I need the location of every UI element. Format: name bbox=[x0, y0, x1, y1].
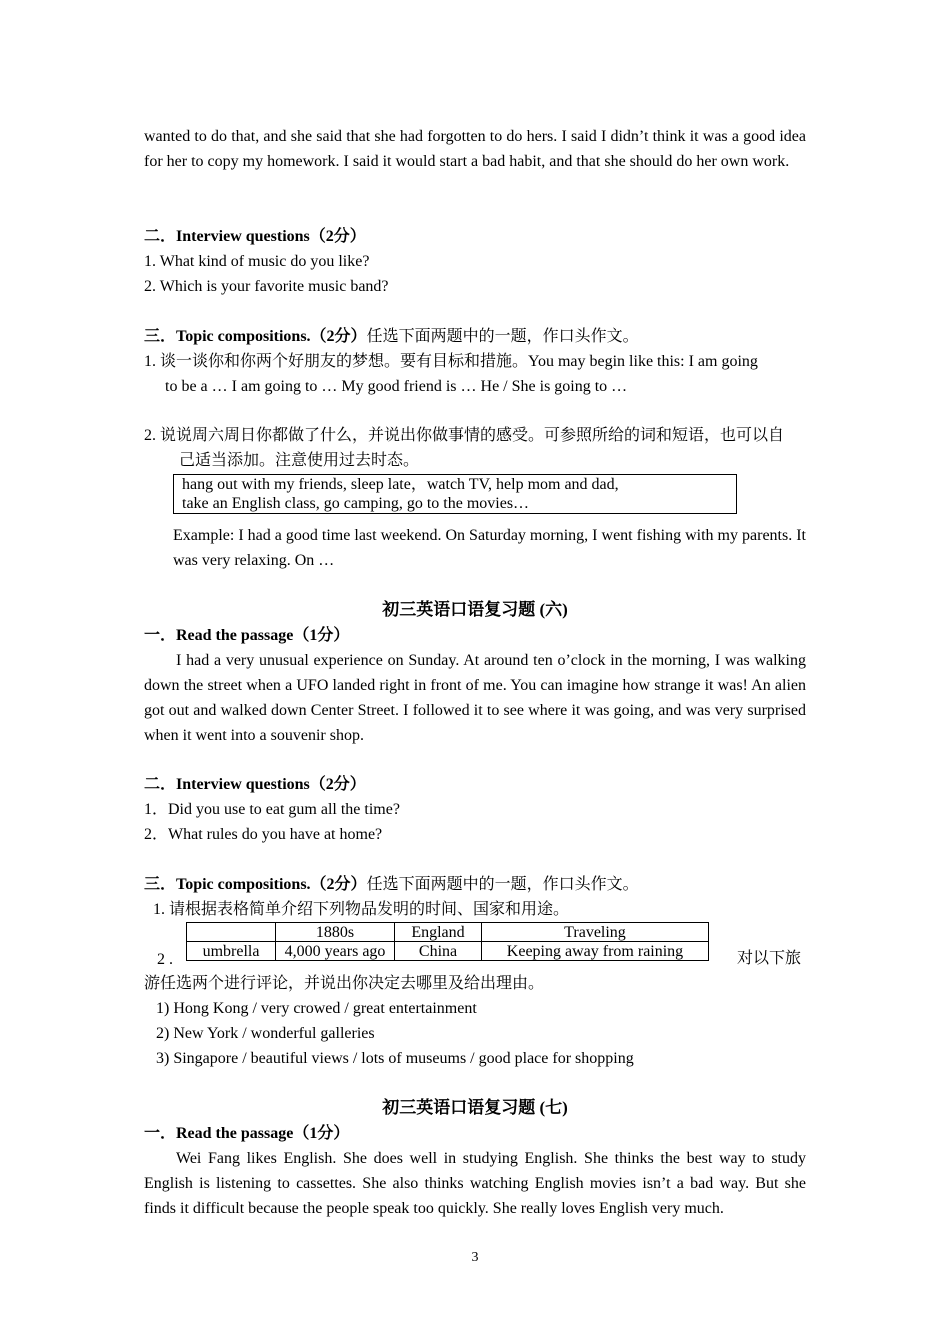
topic-heading-6 bbox=[144, 872, 806, 897]
table-cell: England bbox=[395, 923, 482, 942]
interview-question-1: 1. What kind of music do you like? bbox=[144, 253, 370, 270]
table-row bbox=[187, 923, 709, 942]
table-cell: Traveling bbox=[482, 923, 709, 942]
topic-6-2-line-2: 游任选两个进行评论，并说出你决定去哪里及给出理由。 bbox=[144, 975, 545, 992]
topic-1-line-1: 1. 谈一谈你和你两个好朋友的梦想。要有目标和措施。You may begin like this: I am going bbox=[144, 353, 758, 370]
option-1: 1) Hong Kong / very crowed / great entertainment bbox=[156, 1000, 477, 1017]
word-box-line-1: hang out with my friends, sleep late，watch TV, help mom and dad, bbox=[182, 476, 619, 493]
read-heading-6: 一．Read the passage（1分） bbox=[144, 627, 350, 644]
table-cell: 1880s bbox=[276, 923, 395, 942]
topic-heading-6-rest: 任选下面两题中的一题，作口头作文。 bbox=[366, 876, 639, 893]
table-row bbox=[187, 942, 709, 961]
topic-6-1: 1. 请根据表格简单介绍下列物品发明的时间、国家和用途。 bbox=[153, 901, 570, 918]
table-cell bbox=[187, 923, 276, 942]
interview-question-6-2: 2．What rules do you have at home? bbox=[144, 826, 383, 843]
topic-2-line-1: 2. 说说周六周日你都做了什么，并说出你做事情的感受。可参照所给的词和短语，也可以自 bbox=[144, 427, 785, 444]
interview-heading: 二．Interview questions（2分） bbox=[144, 228, 366, 245]
option-2: 2) New York / wonderful galleries bbox=[156, 1025, 375, 1042]
topic-2-line-2: 己适当添加。注意使用过去时态。 bbox=[179, 452, 420, 469]
topic-heading bbox=[144, 324, 806, 349]
option-3: 3) Singapore / beautiful views / lots of museums / good place for shopping bbox=[156, 1050, 634, 1067]
table-cell: 4,000 years ago bbox=[276, 942, 395, 961]
interview-heading-6: 二．Interview questions（2分） bbox=[144, 776, 366, 793]
section-7-title: 初三英语口语复习题 (七) bbox=[382, 1098, 568, 1117]
topic-6-2-right: 对以下旅 bbox=[737, 950, 802, 967]
interview-question-2: 2. Which is your favorite music band? bbox=[144, 278, 389, 295]
table-cell: China bbox=[395, 942, 482, 961]
invention-table bbox=[186, 922, 709, 961]
passage-6: I had a very unusual experience on Sunday. At around ten o’clock in the morning, I was walking down the street when a UFO landed right in front of me. You can imagine how strange it was! An alien got out and walked down Center Street. I followed it to see where it was going, and was very surprised when it went into a souvenir shop. bbox=[144, 652, 806, 744]
topic-heading-rest: 任选下面两题中的一题，作口头作文。 bbox=[366, 328, 639, 345]
example-text: Example: I had a good time last weekend. On Saturday morning, I went fishing with my parents. It was very relaxing. On … bbox=[173, 527, 806, 569]
section-6-title: 初三英语口语复习题 (六) bbox=[382, 600, 568, 619]
page-number: 3 bbox=[471, 1250, 479, 1265]
table-cell: umbrella bbox=[187, 942, 276, 961]
topic-1-line-2: to be a … I am going to … My good friend is … He / She is going to … bbox=[165, 378, 628, 395]
topic-heading-bold: 三．Topic compositions.（2分） bbox=[144, 328, 367, 345]
topic-heading-6-bold: 三．Topic compositions.（2分） bbox=[144, 876, 367, 893]
interview-question-6-1: 1．Did you use to eat gum all the time? bbox=[144, 801, 400, 818]
word-box-line-2: take an English class, go camping, go to the movies… bbox=[182, 495, 530, 512]
word-box bbox=[173, 474, 737, 514]
topic-6-2-number: 2 . bbox=[157, 951, 173, 968]
table-cell: Keeping away from raining bbox=[482, 942, 709, 961]
passage-7: Wei Fang likes English. She does well in studying English. She thinks the best way to study English is listening to cassettes. She also thinks watching English movies isn’t a bad way. But she finds it difficult because the people speak too quickly. She really loves English very much. bbox=[144, 1150, 806, 1217]
passage-continuation: wanted to do that, and she said that she had forgotten to do hers. I said I didn’t think it was a good idea for her to copy my homework. I said it would start a bad habit, and that she should do her own work. bbox=[144, 128, 806, 170]
read-heading-7: 一．Read the passage（1分） bbox=[144, 1125, 350, 1142]
